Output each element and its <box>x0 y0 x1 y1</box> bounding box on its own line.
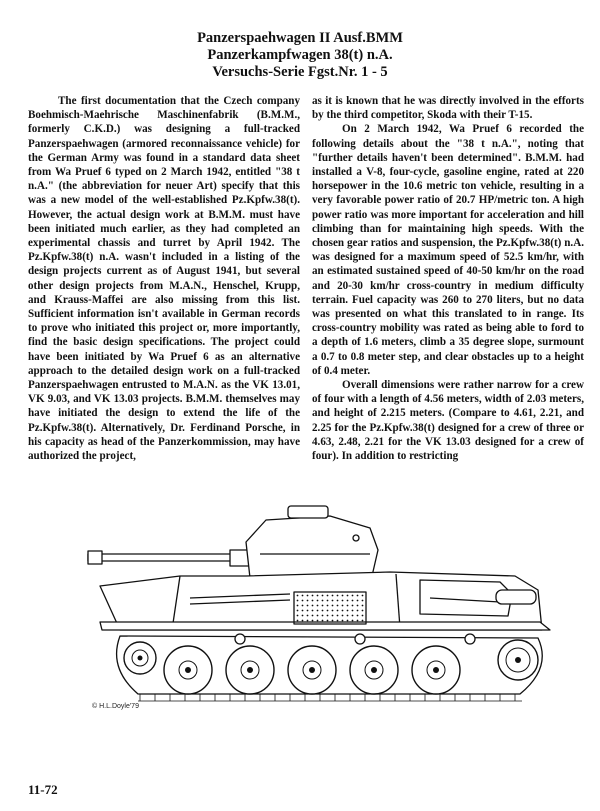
paragraph: as it is known that he was directly involved in the efforts by the third competitor, Skoda with their T-15. <box>312 95 584 122</box>
title-line-1: Panzerspaehwagen II Ausf.BMM <box>197 30 403 46</box>
page-title <box>0 30 600 81</box>
left-column <box>28 94 300 463</box>
tank-drawing <box>60 498 580 733</box>
title-line-3: Versuchs-Serie Fgst.Nr. 1 - 5 <box>212 64 388 80</box>
page-number: 11-72 <box>28 782 58 797</box>
paragraph: Overall dimensions were rather narrow for a crew of four with a length of 4.56 meters, width of 2.03 meters, and height of 2.215 meters. (Compare to 4.61, 2.21, and 2.25 for the Pz.Kpfw.38(t) designed for a crew of three or 4.63, 2.48, 2.21 for the VK 13.03 designed for a crew of four). In addition to restricting <box>312 379 584 463</box>
paragraph: On 2 March 1942, Wa Pruef 6 recorded the following details about the "38 t n.A.", noting that "further details haven't been determined". B.M.M. had installed a V-8, four-cycle, gasoline engine, rated at 220 horsepower in the 10.6 metric ton vehicle, resulting in a very favorable power ratio of 20.7 HP/metric ton. A high power ratio was more important for acceleration and hill climbing than for maintaining high speeds. With the chosen gear ratios and suspension, the Pz.Kpfw.38(t) n.A. was designed for a maximum speed of 52.5 km/hr, with an estimated sustained speed of 40-50 km/hr on the road and 20-30 km/hr cross-country in medium difficulty terrain. Fuel capacity was 260 to 270 liters, but no data was presented on what this translated to in range. Its cross-country mobility was rated as being able to ford to a depth of 1.6 meters, climb a 35 degree slope, surmount a 0.7 to 0.8 meter step, and clear obstacles up to a height of 0.4 meter. <box>312 123 584 377</box>
right-column <box>312 94 584 463</box>
paragraph: The first documentation that the Czech company Boehmisch-Maehrische Maschinenfabrik (B.M.M., formerly C.K.D.) was designing a full-tracked Panzerspaehwagen (armored reconnaissance vehicle) for the German Army was found in a standard data sheet from Wa Pruef 6 typed on 2 March 1942, entitled "38 t n.A." (the abbreviation for neuer Art) specify that this was a new model of the well-established Pz.Kpfw.38(t). However, the actual design work at B.M.M. must have been initiated much earlier, as they had completed an experimental chassis and turret by April 1942. The Pz.Kpfw.38(t) n.A. wasn't included in a listing of the design projects current as of August 1941, but several other design projects from M.A.N., Henschel, Krupp, and Krauss-Maffei are also missing from this list. Sufficient information isn't available in German records to prove who initiated this project or, more importantly, find the basic design specifications. The project could have been initiated by Wa Pruef 6 as an alternative approach to the detailed design work on a full-tracked Panzerspaehwagen entrusted to M.A.N. as the VK 13.01, VK 9.03, and VK 13.03 projects. B.M.M. themselves may have initiated the design to extend the life of the Pz.Kpfw.38(t). Alternatively, Dr. Ferdinand Porsche, in his capacity as head of the Panzerkommission, may have authorized the project, <box>28 95 300 463</box>
title-line-2: Panzerkampfwagen 38(t) n.A. <box>207 47 393 63</box>
tank-side-view-illustration <box>60 498 580 733</box>
illustration-credit: © H.L.Doyle'79 <box>92 703 139 710</box>
